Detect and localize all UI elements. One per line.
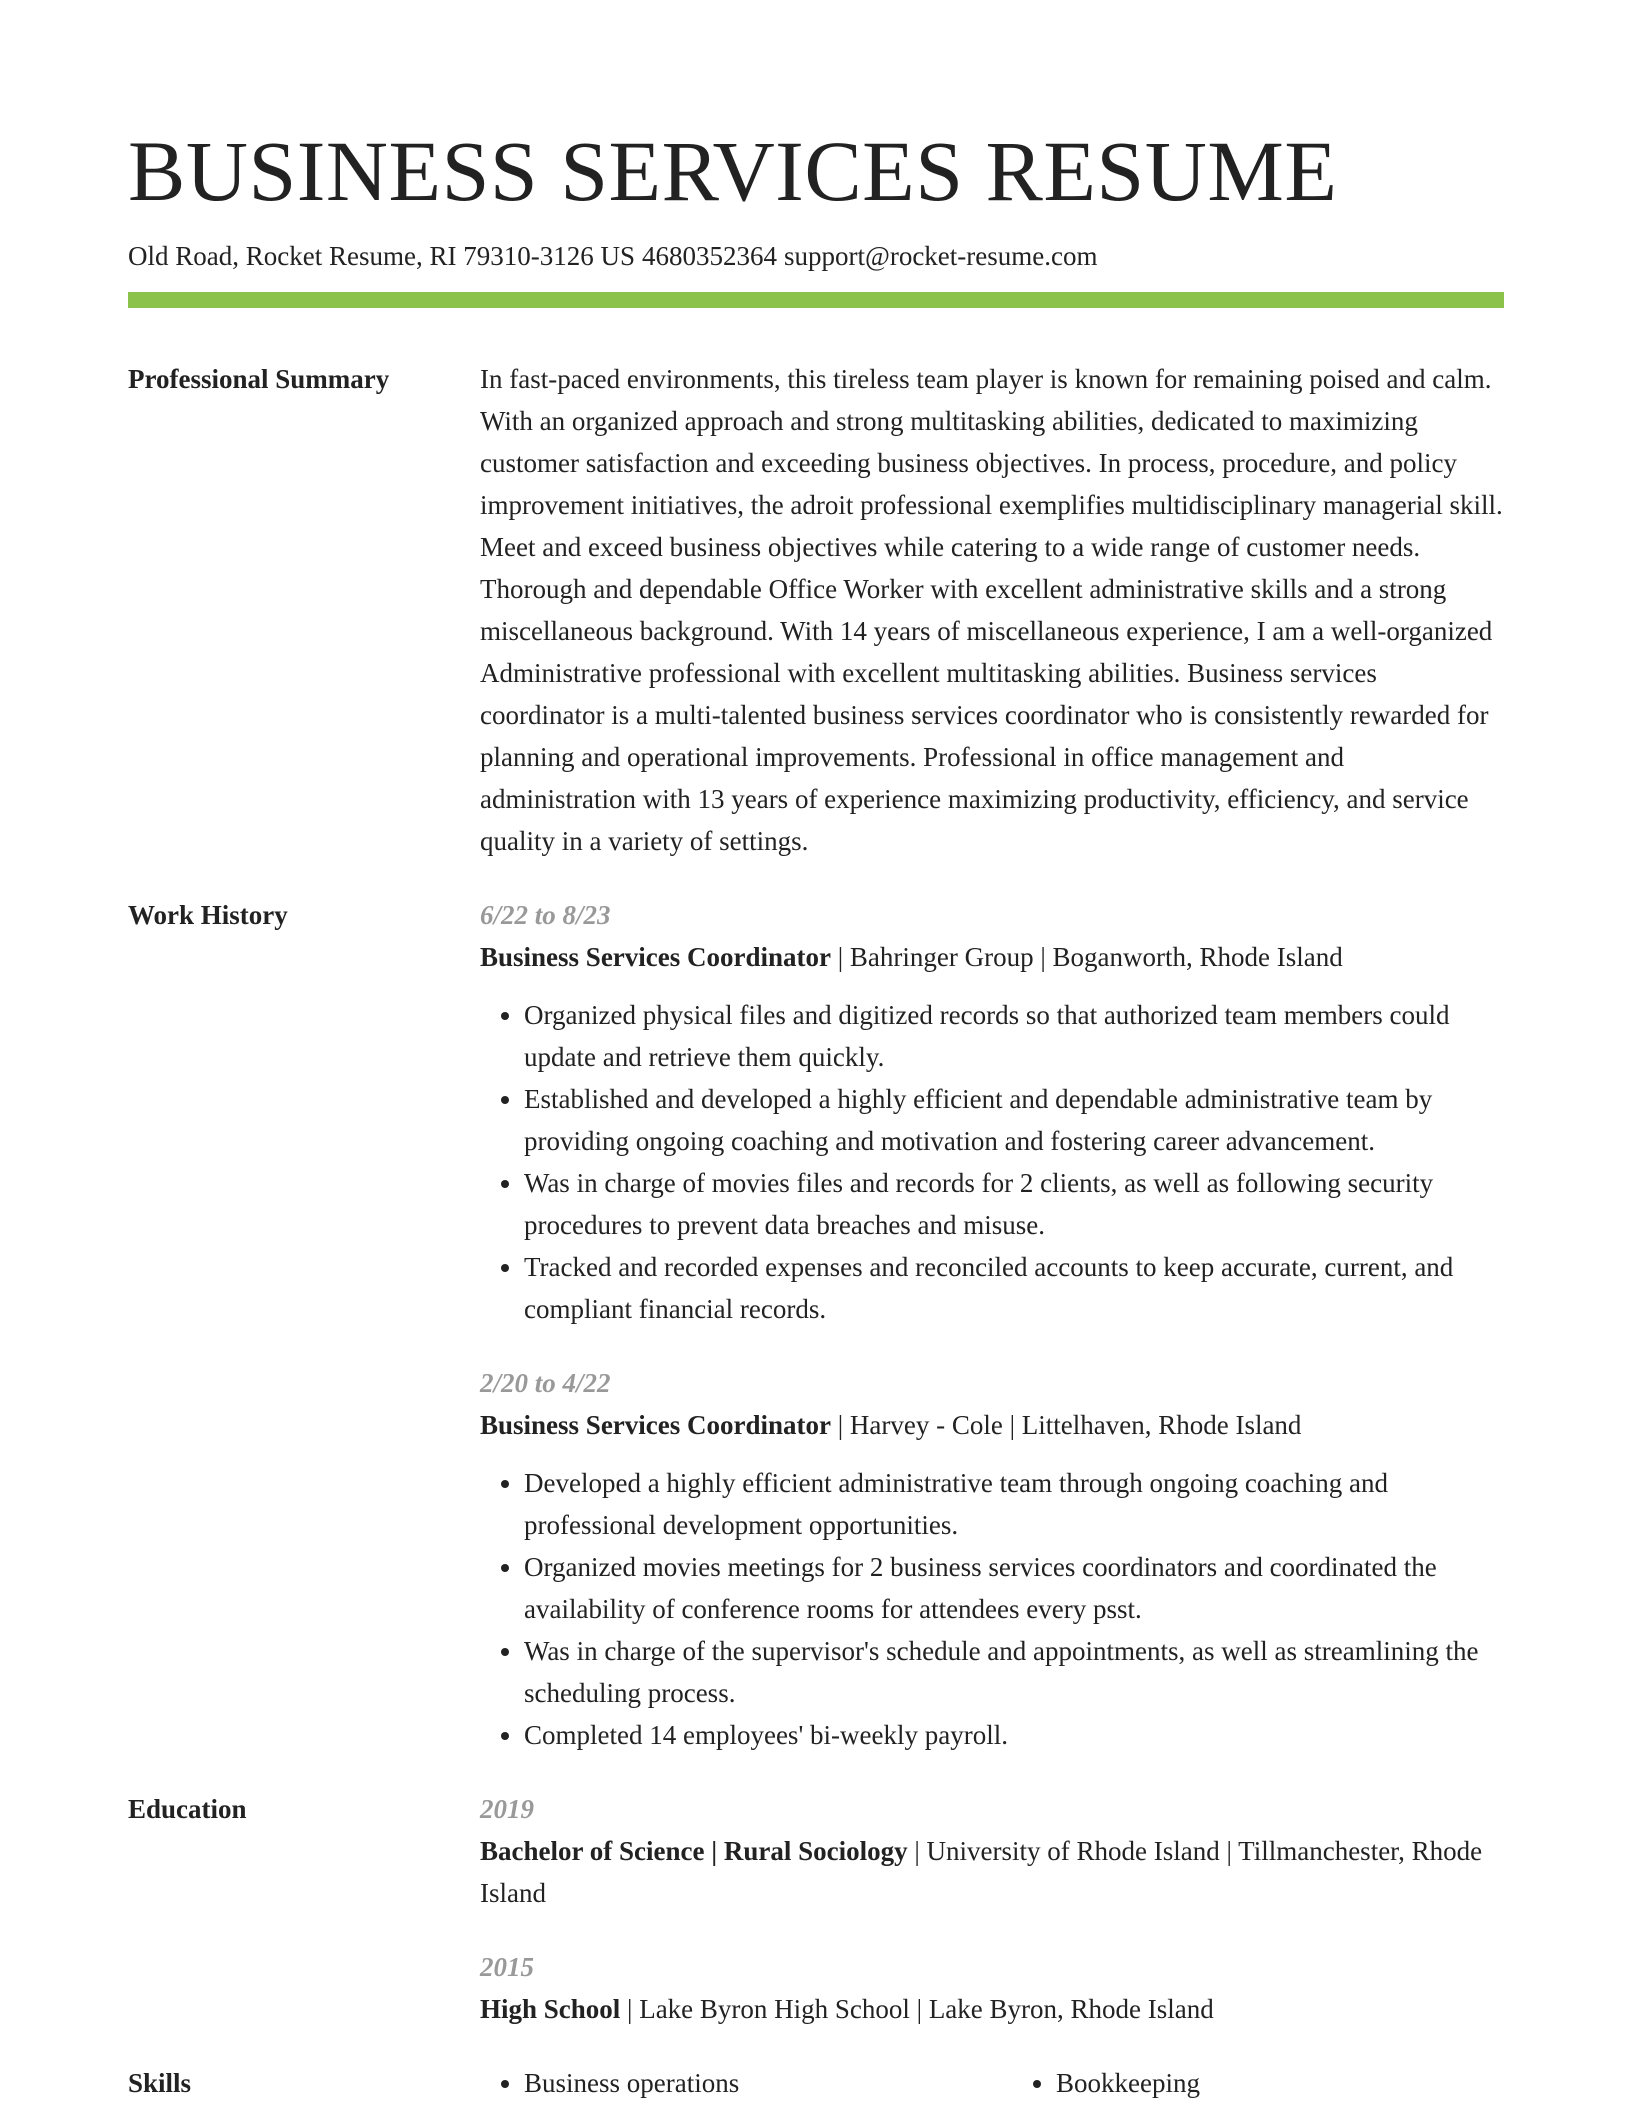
skill-item: • Bookkeeping: [1056, 2062, 1504, 2104]
work-history-heading: Work History: [128, 900, 288, 930]
job-bullet: • Organized physical files and digitized records so that authorized team members could update and retrieve them quickly.: [524, 994, 1504, 1078]
education-body: [480, 1788, 1504, 2030]
job-details: | Harvey - Cole | Littelhaven, Rhode Island: [831, 1410, 1302, 1440]
job-bullets: [480, 994, 1504, 1330]
summary-body: [480, 358, 1504, 862]
summary-text: In fast-paced environments, this tireless team player is known for remaining poised and calm. With an organized approach and strong multitasking abilities, dedicated to maximizing customer satisfaction and exceeding business objectives. In process, procedure, and policy improvement initiatives, the adroit professional exemplifies multidisciplinary managerial skill. Meet and exceed business objectives while catering to a wide range of customer needs. Thorough and dependable Office Worker with excellent administrative skills and a strong miscellaneous background. With 14 years of miscellaneous experience, I am a well-organized Administrative professional with excellent multitasking abilities. Business services coordinator is a multi-talented business services coordinator who is consistently rewarded for planning and operational improvements. Professional in office management and administration with 13 years of experience maximizing productivity, efficiency, and service quality in a variety of settings.: [480, 364, 1503, 856]
education-details: | University of Rhode Island | Tillmanchester, Rhode Island: [480, 1836, 1483, 1908]
job-bullet: • Organized movies meetings for 2 business services coordinators and coordinated the availability of conference rooms for attendees every psst.: [524, 1546, 1504, 1630]
contact-email: support@rocket-resume.com: [783, 241, 1098, 271]
job-dates: 6/22 to 8/23: [480, 900, 611, 930]
job-title: Business Services Coordinator: [480, 1410, 831, 1440]
job-entry: [480, 894, 1504, 1330]
education-heading: Education: [128, 1794, 247, 1824]
degree-title: High School: [480, 1994, 621, 2024]
job-heading: [480, 936, 1504, 978]
job-heading: [480, 1404, 1504, 1446]
degree-title: Bachelor of Science | Rural Sociology: [480, 1836, 908, 1866]
contact-address: Old Road, Rocket Resume, RI 79310-3126 US: [128, 241, 635, 271]
job-title: Business Services Coordinator: [480, 942, 831, 972]
skills-heading: Skills: [128, 2068, 192, 2098]
education-heading-line: [480, 1830, 1504, 1914]
accent-divider: [128, 292, 1504, 308]
job-bullet: • Was in charge of movies files and records for 2 clients, as well as following security procedures to prevent data breaches and misuse.: [524, 1162, 1504, 1246]
skills-list-right: [1012, 2062, 1504, 2104]
job-details: | Bahringer Group | Boganworth, Rhode Island: [831, 942, 1343, 972]
education-section: [128, 1788, 1504, 2030]
job-bullet: • Established and developed a highly efficient and dependable administrative team by providing ongoing coaching and motivation and fostering career advancement.: [524, 1078, 1504, 1162]
education-year: 2019: [480, 1794, 534, 1824]
work-history-body: [480, 894, 1504, 1756]
job-entry: [480, 1362, 1504, 1756]
skills-body: [480, 2062, 1504, 2104]
resume-page: [128, 0, 1504, 2104]
education-year: 2015: [480, 1952, 534, 1982]
job-bullet: • Was in charge of the supervisor's schedule and appointments, as well as streamlining the scheduling process.: [524, 1630, 1504, 1714]
education-entry: [480, 1788, 1504, 1914]
summary-section: [128, 358, 1504, 862]
education-details: | Lake Byron High School | Lake Byron, Rhode Island: [620, 1994, 1214, 2024]
job-dates: 2/20 to 4/22: [480, 1368, 611, 1398]
job-bullet: • Developed a highly efficient administrative team through ongoing coaching and professional development opportunities.: [524, 1462, 1504, 1546]
job-bullets: [480, 1462, 1504, 1756]
education-heading-line: [480, 1988, 1504, 2030]
skills-section: [128, 2062, 1504, 2104]
contact-line: [128, 240, 1504, 272]
job-bullet: • Completed 14 employees' bi-weekly payroll.: [524, 1714, 1504, 1756]
education-entry: [480, 1946, 1504, 2030]
skills-list-left: [480, 2062, 972, 2104]
work-history-section: [128, 894, 1504, 1756]
skill-item: • Business operations: [524, 2062, 972, 2104]
summary-heading: Professional Summary: [128, 364, 390, 394]
resume-title: BUSINESS SERVICES RESUME: [128, 123, 1338, 219]
contact-phone: 4680352364: [641, 241, 777, 271]
job-bullet: • Tracked and recorded expenses and reconciled accounts to keep accurate, current, and compliant financial records.: [524, 1246, 1504, 1330]
